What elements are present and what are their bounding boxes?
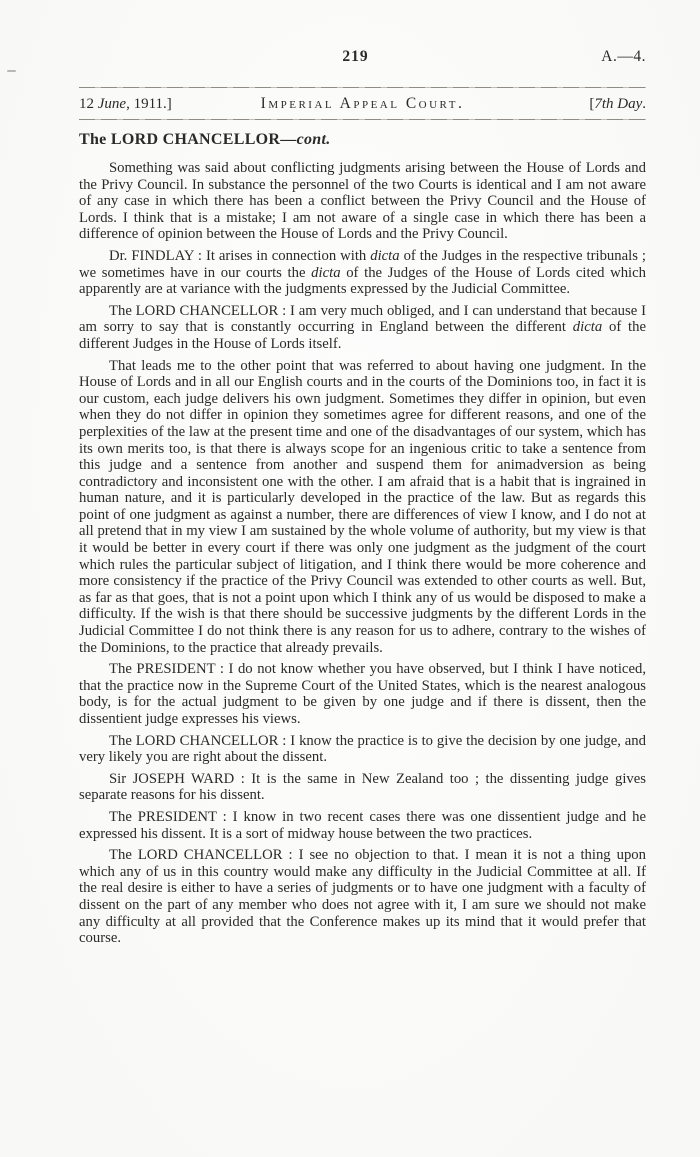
text-segment: The LORD CHANCELLOR : I know the practice is to give the decision by one judge, and very likely you are right about the dissent. [79,732,646,766]
scan-artifact [7,70,16,72]
masthead-day [589,96,646,113]
masthead [79,88,646,119]
paragraph [79,303,646,353]
date-suffix: , 1911.] [126,96,172,112]
section-heading [79,131,646,149]
text-segment: Something was said about conflicting judgments arising between the House of Lords and the Privy Council. In substance the personnel of the two Courts is identical and I am not aware of any case in which there has been a conflict between the Privy Council and the House of Lords. I think that is a mistake; I am not aware of a single case in which there has been a difference of opinion between the House of Lords and the Privy Council. [79,160,646,243]
page-header-row [79,48,646,74]
paragraph [79,160,646,243]
paragraph [79,248,646,298]
day-suffix: . [642,96,646,112]
continuation-marker: cont. [296,131,331,148]
speaker-name: The LORD CHANCELLOR— [79,131,297,148]
text-segment: of the Judges of the House of Lords cited which apparently are at variance with the judgments expressed by the Judicial Committee. [79,264,646,298]
date-prefix: 12 [79,96,98,112]
court-title: Imperial Appeal Court. [260,95,465,112]
paragraph [79,847,646,947]
paragraph [79,809,646,842]
text-segment: dicta [370,247,400,264]
text-segment: The PRESIDENT : I do not know whether you have observed, but I think I have noticed, that the practice now in the Supreme Court of the United States, which is the nearest analogous body, is for the actual judgment to be given by one judge and if there is dissent, then the dissentient judge expresses his views. [79,661,646,727]
text-segment: That leads me to the other point that was referred to about having one judgment. In the House of Lords and in all our English courts and in the courts of the Dominions too, in fact it is our custom, each judge delivers his own judgment. Sometimes they differ in opinion, but even when they do not differ in opinion they sometimes agree for different reasons, and one of the perplexities of the law at the present time and one of the disadvantages of our system, which has its own merits too, is that there is always scope for an ingenious critic to take a sentence from this judge and a sentence from another and suspend them for animadversion as being contradictory and inconsistent one with the other. I am afraid that is a habit that is ingrained in human nature, and it is particularly developed in the practice of the law. But as regards this point of one judgment as against a number, there are differences of view I know, and I do not at all pretend that in my view I am sustained by the whole volume of authority, but my view is that it would be better in every court if there was only one judgment as the judgment of the court which rules the particular subject of litigation, and I think there would be more coherence and more consistency if the practice of the Privy Council was extended to other courts as well. But, as far as that goes, that is not a point upon which I think any of us would be disposed to make a difficulty. If the wish is that there should be successive judgments by the different Lords in the Judicial Committee I do not think there is any reason for us to adhere, contrary to the wishes of the Dominions, to the practice that already prevails. [79,357,646,656]
text-segment: of the Judges in the respective tribunals ; we sometimes have in our courts the [79,247,646,281]
day-label: 7th Day [594,96,643,112]
text-segment: dicta [572,319,603,336]
day-bracket: [ [589,96,595,112]
paragraph [79,358,646,657]
text-segment: The LORD CHANCELLOR : I see no objection to that. I mean it is not a thing upon which any of us in this country would make any difficulty in the Judicial Committee at all. If the real desire is either to have a series of judgments or to have one judgment with a faculty of dissent on the part of any member who does not agree with it, I am sure we should not make any difficulty at all provided that the Conference makes up its mind that it would prefer that course. [79,847,646,947]
text-segment: The PRESIDENT : I know in two recent cases there was one dissentient judge and he expressed his dissent. It is a sort of midway house between the two practices. [79,808,646,842]
paragraph [79,733,646,766]
paragraph [79,661,646,727]
text-segment: Dr. FINDLAY : It arises in connection with [109,247,371,264]
page-content [79,48,646,947]
text-segment: dicta [311,264,341,281]
document-reference: A.—4. [601,48,646,65]
date-month: June [97,96,127,112]
text-segment: Sir JOSEPH WARD : It is the same in New Zealand too ; the dissenting judge gives separate reasons for his dissent. [79,770,646,804]
page-number: 219 [342,48,369,65]
masthead-date [79,96,172,113]
text-segment: of the different Judges in the House of Lords itself. [79,319,646,352]
horizontal-rule-bottom [79,119,646,120]
document-body [79,160,646,947]
text-segment: The LORD CHANCELLOR : I am very much obliged, and I can understand that because I am sorry to say that is constantly occurring in England between the different [79,302,646,336]
paragraph [79,771,646,804]
